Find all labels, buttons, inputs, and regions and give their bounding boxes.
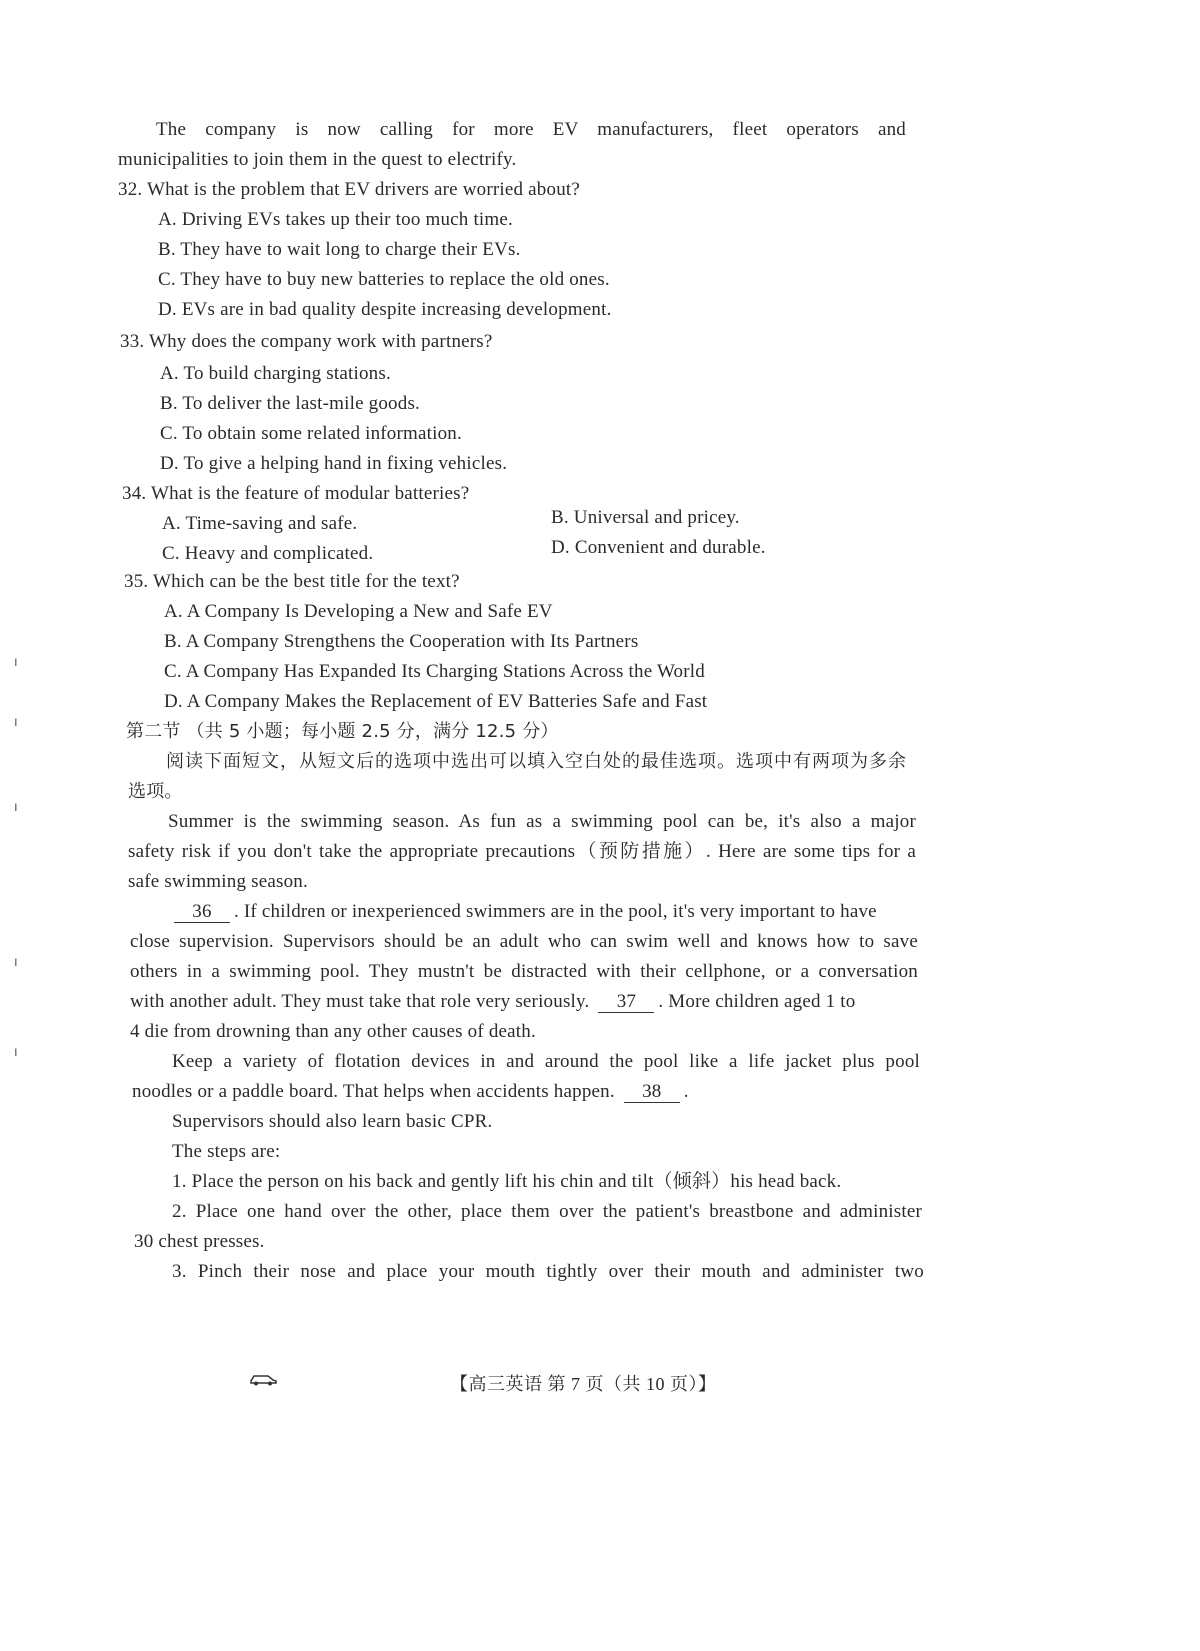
page-footer: 【高三英语 第 7 页（共 10 页）】 xyxy=(450,1374,717,1394)
question-34-option-a: A. Time-saving and safe. xyxy=(162,513,358,534)
passage-end-line-1: The company is now calling for more EV manufacturers, fleet operators and xyxy=(156,119,906,140)
question-34-stem: 34. What is the feature of modular batteries? xyxy=(122,483,470,504)
question-34-option-b: B. Universal and pricey. xyxy=(551,507,740,528)
blank-36: 36 xyxy=(174,902,230,923)
question-33-option-c: C. To obtain some related information. xyxy=(160,423,462,444)
question-32-option-d: D. EVs are in bad quality despite increasing development. xyxy=(158,299,612,320)
passage-end-line-2: municipalities to join them in the quest to electrify. xyxy=(118,149,517,170)
question-32-option-b: B. They have to wait long to charge their EVs. xyxy=(158,239,521,260)
question-33-stem: 33. Why does the company work with partners? xyxy=(120,331,493,352)
question-34-option-d: D. Convenient and durable. xyxy=(551,537,766,558)
question-35-stem: 35. Which can be the best title for the text? xyxy=(124,571,460,592)
question-33-option-d: D. To give a helping hand in fixing vehicles. xyxy=(160,453,508,474)
question-32-stem: 32. What is the problem that EV drivers are worried about? xyxy=(118,179,581,200)
question-35-option-c: C. A Company Has Expanded Its Charging Stations Across the World xyxy=(164,661,705,682)
passage-2-p2-line-4-rest: . More children aged 1 to xyxy=(658,991,856,1012)
passage-2-p3-line-2 xyxy=(132,1080,689,1104)
blank-38: 38 xyxy=(624,1082,680,1103)
margin-mark: ı xyxy=(14,955,18,970)
question-34-option-c: C. Heavy and complicated. xyxy=(162,543,374,564)
passage-2-step-1: 1. Place the person on his back and gently lift his chin and tilt（倾斜）his head back. xyxy=(172,1171,842,1192)
section-2-instruction-line-2: 选项。 xyxy=(128,781,183,802)
passage-2-step-3-line-1: 3. Pinch their nose and place your mouth tightly over their mouth and administer two xyxy=(172,1261,924,1282)
question-35-option-a: A. A Company Is Developing a New and Safe EV xyxy=(164,601,553,622)
passage-2-p2-line-4 xyxy=(130,990,855,1014)
passage-2-p5: The steps are: xyxy=(172,1141,281,1162)
section-2-instruction-line-1: 阅读下面短文，从短文后的选项中选出可以填入空白处的最佳选项。选项中有两项为多余 xyxy=(166,751,907,772)
passage-2-p2-line-1 xyxy=(170,900,877,924)
question-33-option-a: A. To build charging stations. xyxy=(160,363,391,384)
passage-2-p3-line-1: Keep a variety of flotation devices in and around the pool like a life jacket plus pool xyxy=(172,1051,920,1072)
question-32-option-a: A. Driving EVs takes up their too much time. xyxy=(158,209,513,230)
passage-2-p1-line-3: safe swimming season. xyxy=(128,871,308,892)
passage-2-p2-line-5: 4 die from drowning than any other causes of death. xyxy=(130,1021,536,1042)
passage-2-p3-line-2-end: . xyxy=(683,1081,689,1102)
section-2-heading: 第二节 （共 5 小题；每小题 2.5 分，满分 12.5 分） xyxy=(126,721,559,742)
question-35-option-d: D. A Company Makes the Replacement of EV Batteries Safe and Fast xyxy=(164,691,708,712)
blank-37: 37 xyxy=(598,992,654,1013)
margin-mark: ı xyxy=(14,715,18,730)
passage-2-p2-line-2: close supervision. Supervisors should be an adult who can swim well and knows how to save xyxy=(130,931,918,952)
margin-mark: ı xyxy=(14,655,18,670)
question-33-option-b: B. To deliver the last-mile goods. xyxy=(160,393,420,414)
passage-2-p1-line-1: Summer is the swimming season. As fun as a swimming pool can be, it's also a major xyxy=(168,811,916,832)
passage-2-step-2-line-2: 30 chest presses. xyxy=(134,1231,265,1252)
passage-2-p1-line-2: safety risk if you don't take the appropriate precautions（预防措施）. Here are some tips for a xyxy=(128,841,916,862)
passage-2-p3-line-2-text: noodles or a paddle board. That helps when accidents happen. xyxy=(132,1081,615,1102)
car-icon xyxy=(248,1372,278,1391)
passage-2-step-2-line-1: 2. Place one hand over the other, place them over the patient's breastbone and administer xyxy=(172,1201,922,1222)
margin-mark: ı xyxy=(14,1045,18,1060)
passage-2-p2-line-1-text: . If children or inexperienced swimmers are in the pool, it's very important to have xyxy=(234,901,877,922)
margin-mark: ı xyxy=(14,800,18,815)
passage-2-p2-line-3: others in a swimming pool. They mustn't be distracted with their cellphone, or a conversation xyxy=(130,961,918,982)
question-32-option-c: C. They have to buy new batteries to replace the old ones. xyxy=(158,269,610,290)
passage-2-p2-line-4-text: with another adult. They must take that role very seriously. xyxy=(130,991,590,1012)
question-35-option-b: B. A Company Strengthens the Cooperation with Its Partners xyxy=(164,631,639,652)
passage-2-p4: Supervisors should also learn basic CPR. xyxy=(172,1111,493,1132)
